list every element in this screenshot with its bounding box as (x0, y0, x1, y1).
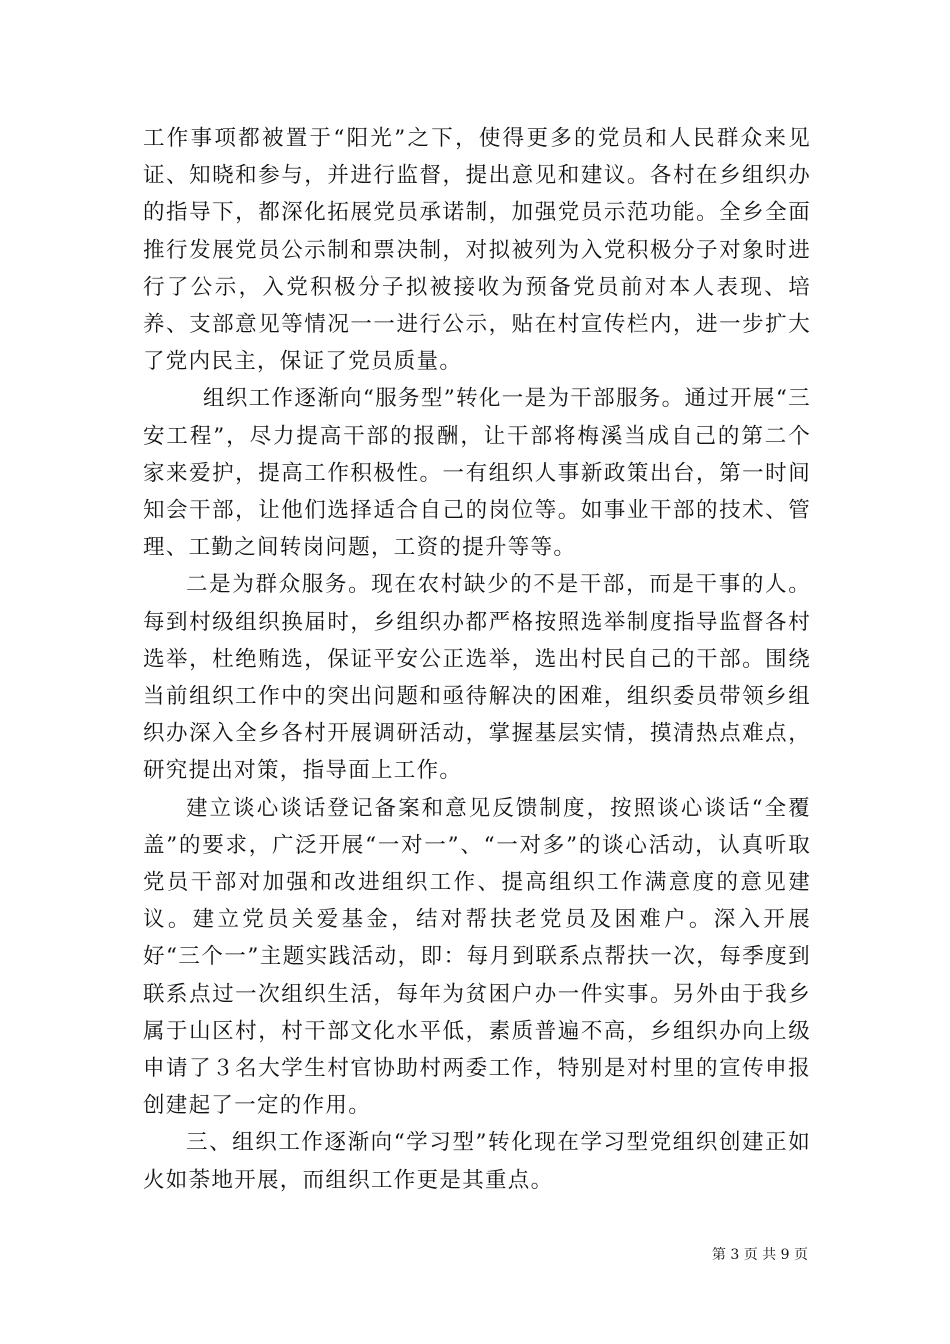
paragraph-3: 二是为群众服务。现在农村缺少的不是干部，而是干事的人。每到村级组织换届时，乡组织办都严格按照选举制度指导监督各村选举，杜绝贿选，保证平安公正选举，选出村民自己的干部。围绕当前组织工作中的突出问题和亟待解决的困难，组织委员带领乡组织办深入全乡各村开展调研活动，掌握基层实情，摸清热点难点，研究提出对策，指导面上工作。 (143, 572, 811, 784)
page-number: 第 3 页 共 9 页 (711, 1247, 808, 1263)
document-body (143, 120, 811, 1199)
paragraph-2: 组织工作逐渐向“服务型”转化一是为干部服务。通过开展“三安工程”，尽力提高干部的报酬，让干部将梅溪当成自己的第二个家来爱护，提高工作积极性。一有组织人事新政策出台，第一时间知会干部，让他们选择适合自己的岗位等。如事业干部的技术、管理、工勤之间转岗问题，工资的提升等等。 (143, 386, 811, 561)
paragraph-4: 建立谈心谈话登记备案和意见反馈制度，按照谈心谈话“全覆盖”的要求，广泛开展“一对一”、“一对多”的谈心活动，认真听取党员干部对加强和改进组织工作、提高组织工作满意度的意见建议。建立党员关爱基金，结对帮扶老党员及困难户。深入开展好“三个一”主题实践活动，即：每月到联系点帮扶一次，每季度到联系点过一次组织生活，每年为贫困户办一件实事。另外由于我乡属于山区村，村干部文化水平低，素质普遍不高，乡组织办向上级申请了３名大学生村官协助村两委工作，特别是对村里的宣传申报创建起了一定的作用。 (143, 795, 811, 1119)
paragraph-1: 工作事项都被置于“阳光”之下，使得更多的党员和人民群众来见证、知晓和参与，并进行监督，提出意见和建议。各村在乡组织办的指导下，都深化拓展党员承诺制，加强党员示范功能。全乡全面推行发展党员公示制和票决制，对拟被列为入党积极分子对象时进行了公示，入党积极分子拟被接收为预备党员前对本人表现、培养、支部意见等情况一一进行公示，贴在村宣传栏内，进一步扩大了党内民主，保证了党员质量。 (143, 126, 811, 375)
paragraph-5: 三、组织工作逐渐向“学习型”转化现在学习型党组织创建正如火如荼地开展，而组织工作更是其重点。 (143, 1130, 811, 1193)
